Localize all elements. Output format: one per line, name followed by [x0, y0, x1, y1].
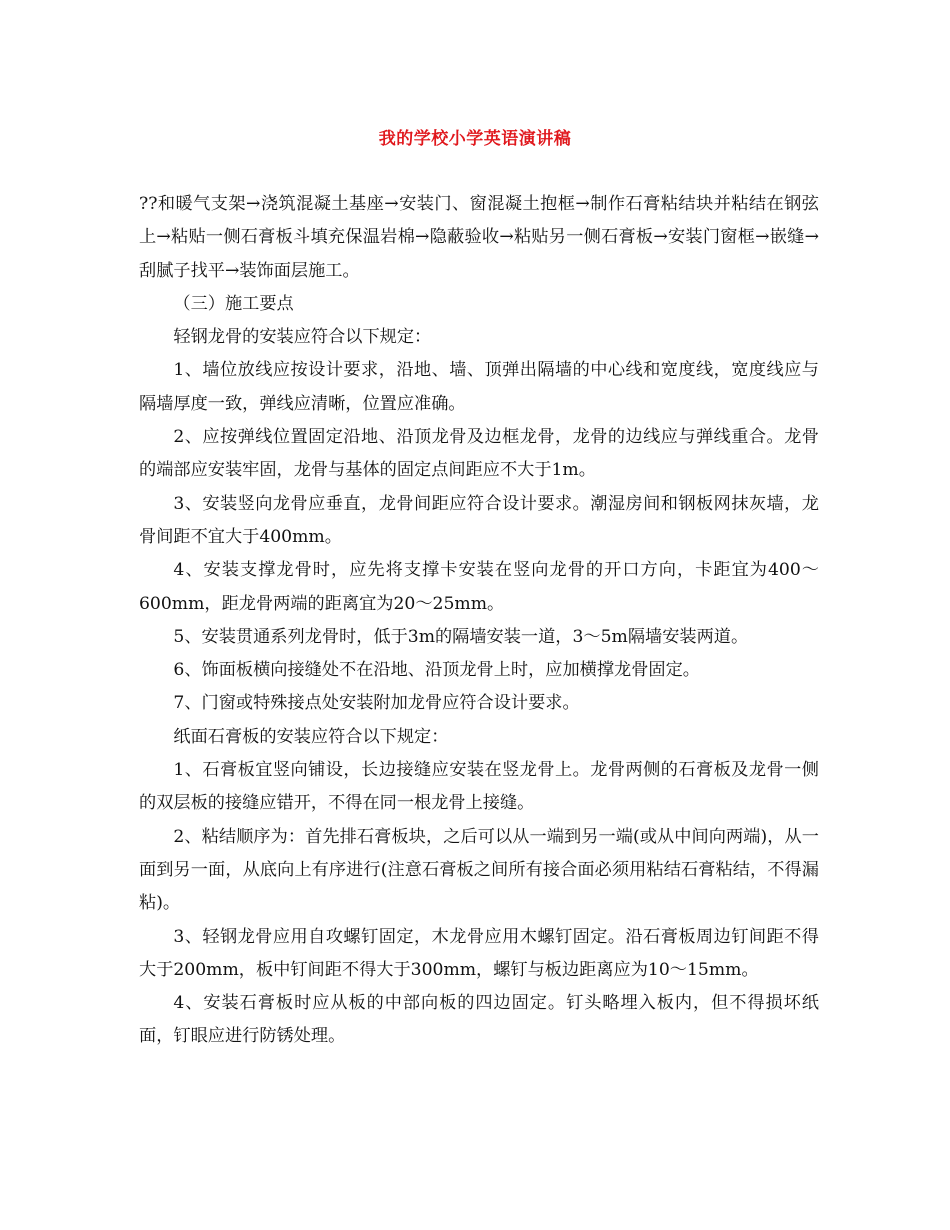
paragraph-14: 4、安装石膏板时应从板的中部向板的四边固定。钉头略埋入板内，但不得损坏纸面，钉眼应进行防锈处理。 [139, 993, 819, 1047]
paragraph-10: 纸面石膏板的安装应符合以下规定： [173, 726, 449, 747]
paragraph-6: 4、安装支撑龙骨时，应先将支撑卡安装在竖向龙骨的开口方向，卡距宜为400～600mm，距龙骨两端的距离宜为20～25mm。 [139, 560, 819, 614]
paragraph-2: 轻钢龙骨的安装应符合以下规定： [173, 327, 432, 348]
paragraph-3: 1、墙位放线应按设计要求，沿地、墙、顶弹出隔墙的中心线和宽度线，宽度线应与隔墙厚度一致，弹线应清晰，位置应准确。 [139, 360, 819, 414]
paragraph-0: ??和暖气支架→浇筑混凝土基座→安装门、窗混凝土抱框→制作石膏粘结块并粘结在钢弦上→粘贴一侧石膏板斗填充保温岩棉→隐蔽验收→粘贴另一侧石膏板→安装门窗框→嵌缝→刮腻子找平→装饰面层施工。 [139, 194, 819, 281]
paragraph-9: 7、门窗或特殊接点处安装附加龙骨应符合设计要求。 [173, 693, 580, 714]
paragraph-13: 3、轻钢龙骨应用自攻螺钉固定，木龙骨应用木螺钉固定。沿石膏板周边钉间距不得大于200mm，板中钉间距不得大于300mm，螺钉与板边距离应为10～15mm。 [139, 926, 819, 980]
paragraph-12: 2、粘结顺序为：首先排石膏板块，之后可以从一端到另一端(或从中间向两端)，从一面到另一面，从底向上有序进行(注意石膏板之间所有接合面必须用粘结石膏粘结，不得漏粘)。 [139, 826, 819, 914]
paragraph-5: 3、安装竖向龙骨应垂直，龙骨间距应符合设计要求。潮湿房间和钢板网抹灰墙，龙骨间距不宜大于400mm。 [139, 493, 819, 547]
paragraph-8: 6、饰面板横向接缝处不在沿地、沿顶龙骨上时，应加横撑龙骨固定。 [173, 660, 700, 681]
paragraph-7: 5、安装贯通系列龙骨时，低于3m的隔墙安装一道，3～5m隔墙安装两道。 [173, 626, 749, 647]
paragraph-4: 2、应按弹线位置固定沿地、沿顶龙骨及边框龙骨，龙骨的边线应与弹线重合。龙骨的端部应安装牢固，龙骨与基体的固定点间距应不大于1m。 [139, 427, 819, 481]
document-title: 我的学校小学英语演讲稿 [378, 129, 572, 149]
paragraph-1: （三）施工要点 [173, 293, 294, 314]
paragraph-11: 1、石膏板宜竖向铺设，长边接缝应安装在竖龙骨上。龙骨两侧的石膏板及龙骨一侧的双层板的接缝应错开，不得在同一根龙骨上接缝。 [139, 760, 819, 814]
document-body [139, 188, 819, 1054]
